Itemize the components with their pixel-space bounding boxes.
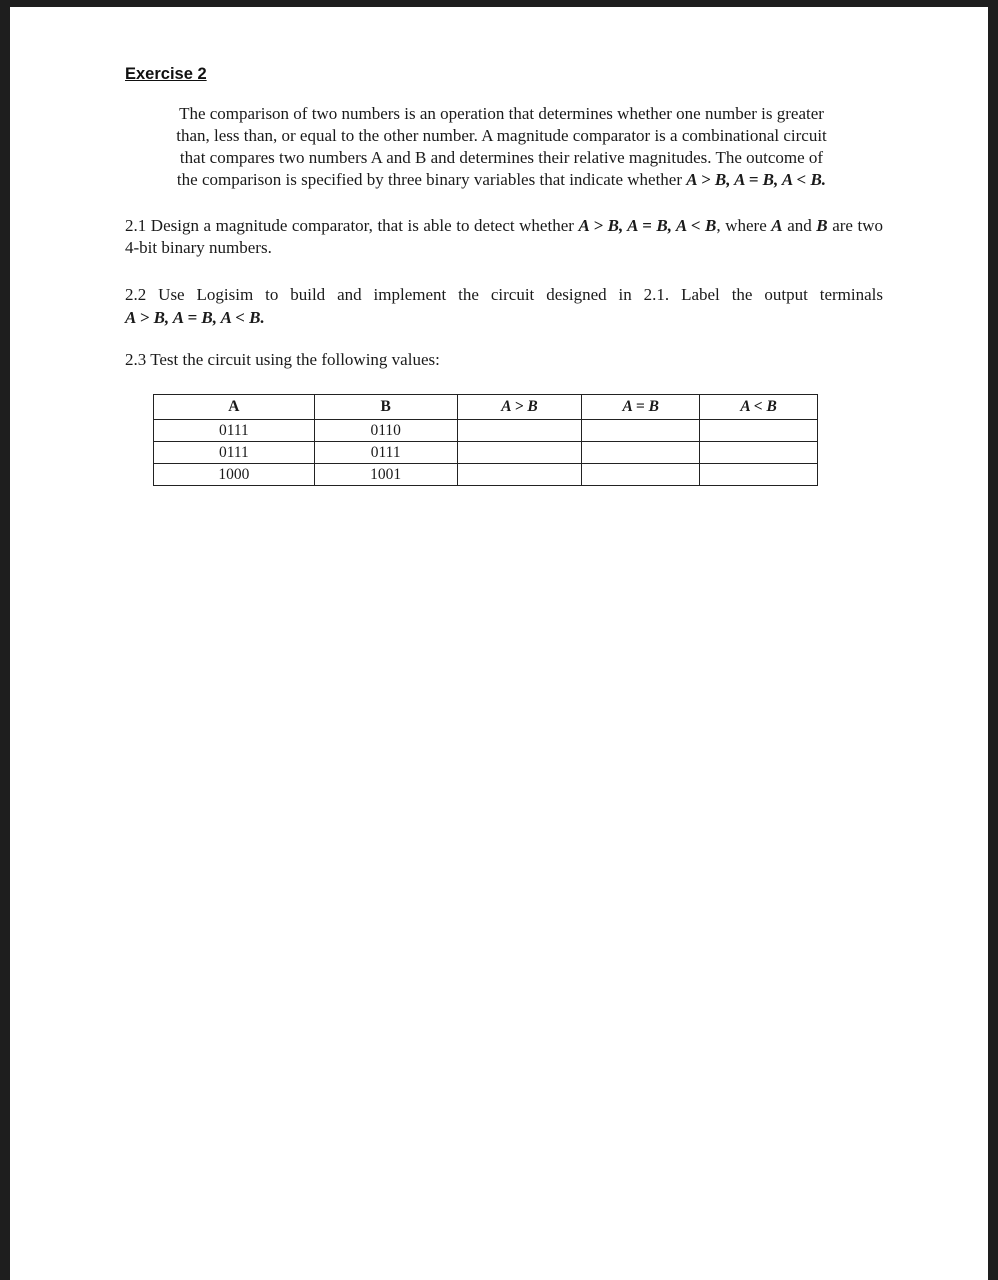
- question-2-3: 2.3 Test the circuit using the following values:: [125, 350, 440, 369]
- q1-text-1: 2.1 Design a magnitude comparator, that is able to detect whether: [125, 216, 579, 235]
- intro-paragraph: [129, 103, 874, 191]
- q1-var-a: A: [771, 216, 783, 235]
- table-row: [154, 420, 818, 442]
- q1-text-4: are two 4-bit binary numbers.: [125, 216, 883, 257]
- cell-a-less-b: [700, 464, 818, 486]
- cell-a-greater-b: [457, 464, 582, 486]
- header-a-greater-b: A > B: [457, 395, 582, 420]
- cell-a: 0111: [154, 442, 315, 464]
- intro-line-1: The comparison of two numbers is an operation that determines whether one number is greater: [179, 104, 824, 123]
- q2-relations: A > B, A = B, A < B.: [125, 308, 265, 327]
- test-values-table: [153, 394, 818, 486]
- intro-line-4: the comparison is specified by three binary variables that indicate whether: [176, 170, 687, 189]
- q2-text: 2.2 Use Logisim to build and implement the circuit designed in 2.1. Label the output terminals: [125, 285, 883, 304]
- intro-relations: A > B, A = B, A < B.: [686, 170, 827, 189]
- cell-a-equal-b: [582, 464, 700, 486]
- cell-a: 0111: [154, 420, 315, 442]
- q1-relations: A > B, A = B, A < B: [578, 216, 717, 235]
- header-a-equal-b: A = B: [582, 395, 700, 420]
- table-header-row: [154, 395, 818, 420]
- table-row: [154, 464, 818, 486]
- document-page: [10, 7, 988, 1280]
- cell-a-greater-b: [457, 420, 582, 442]
- cell-b: 0110: [314, 420, 457, 442]
- question-2-2: [125, 283, 883, 329]
- header-b: B: [314, 395, 457, 420]
- cell-b: 0111: [314, 442, 457, 464]
- q1-text-2: , where: [716, 216, 772, 235]
- cell-a: 1000: [154, 464, 315, 486]
- intro-line-3: that compares two numbers A and B and determines their relative magnitudes. The outcome of: [179, 148, 824, 167]
- cell-a-less-b: [700, 420, 818, 442]
- cell-b: 1001: [314, 464, 457, 486]
- q1-text-3: and: [782, 216, 817, 235]
- header-a-less-b: A < B: [700, 395, 818, 420]
- q1-var-b: B: [816, 216, 828, 235]
- question-2-1: [125, 215, 883, 259]
- cell-a-less-b: [700, 442, 818, 464]
- table-row: [154, 442, 818, 464]
- exercise-heading: Exercise 2: [125, 65, 207, 83]
- header-a: A: [154, 395, 315, 420]
- cell-a-equal-b: [582, 442, 700, 464]
- intro-line-2: than, less than, or equal to the other number. A magnitude comparator is a combinational circuit: [176, 126, 827, 145]
- cell-a-equal-b: [582, 420, 700, 442]
- cell-a-greater-b: [457, 442, 582, 464]
